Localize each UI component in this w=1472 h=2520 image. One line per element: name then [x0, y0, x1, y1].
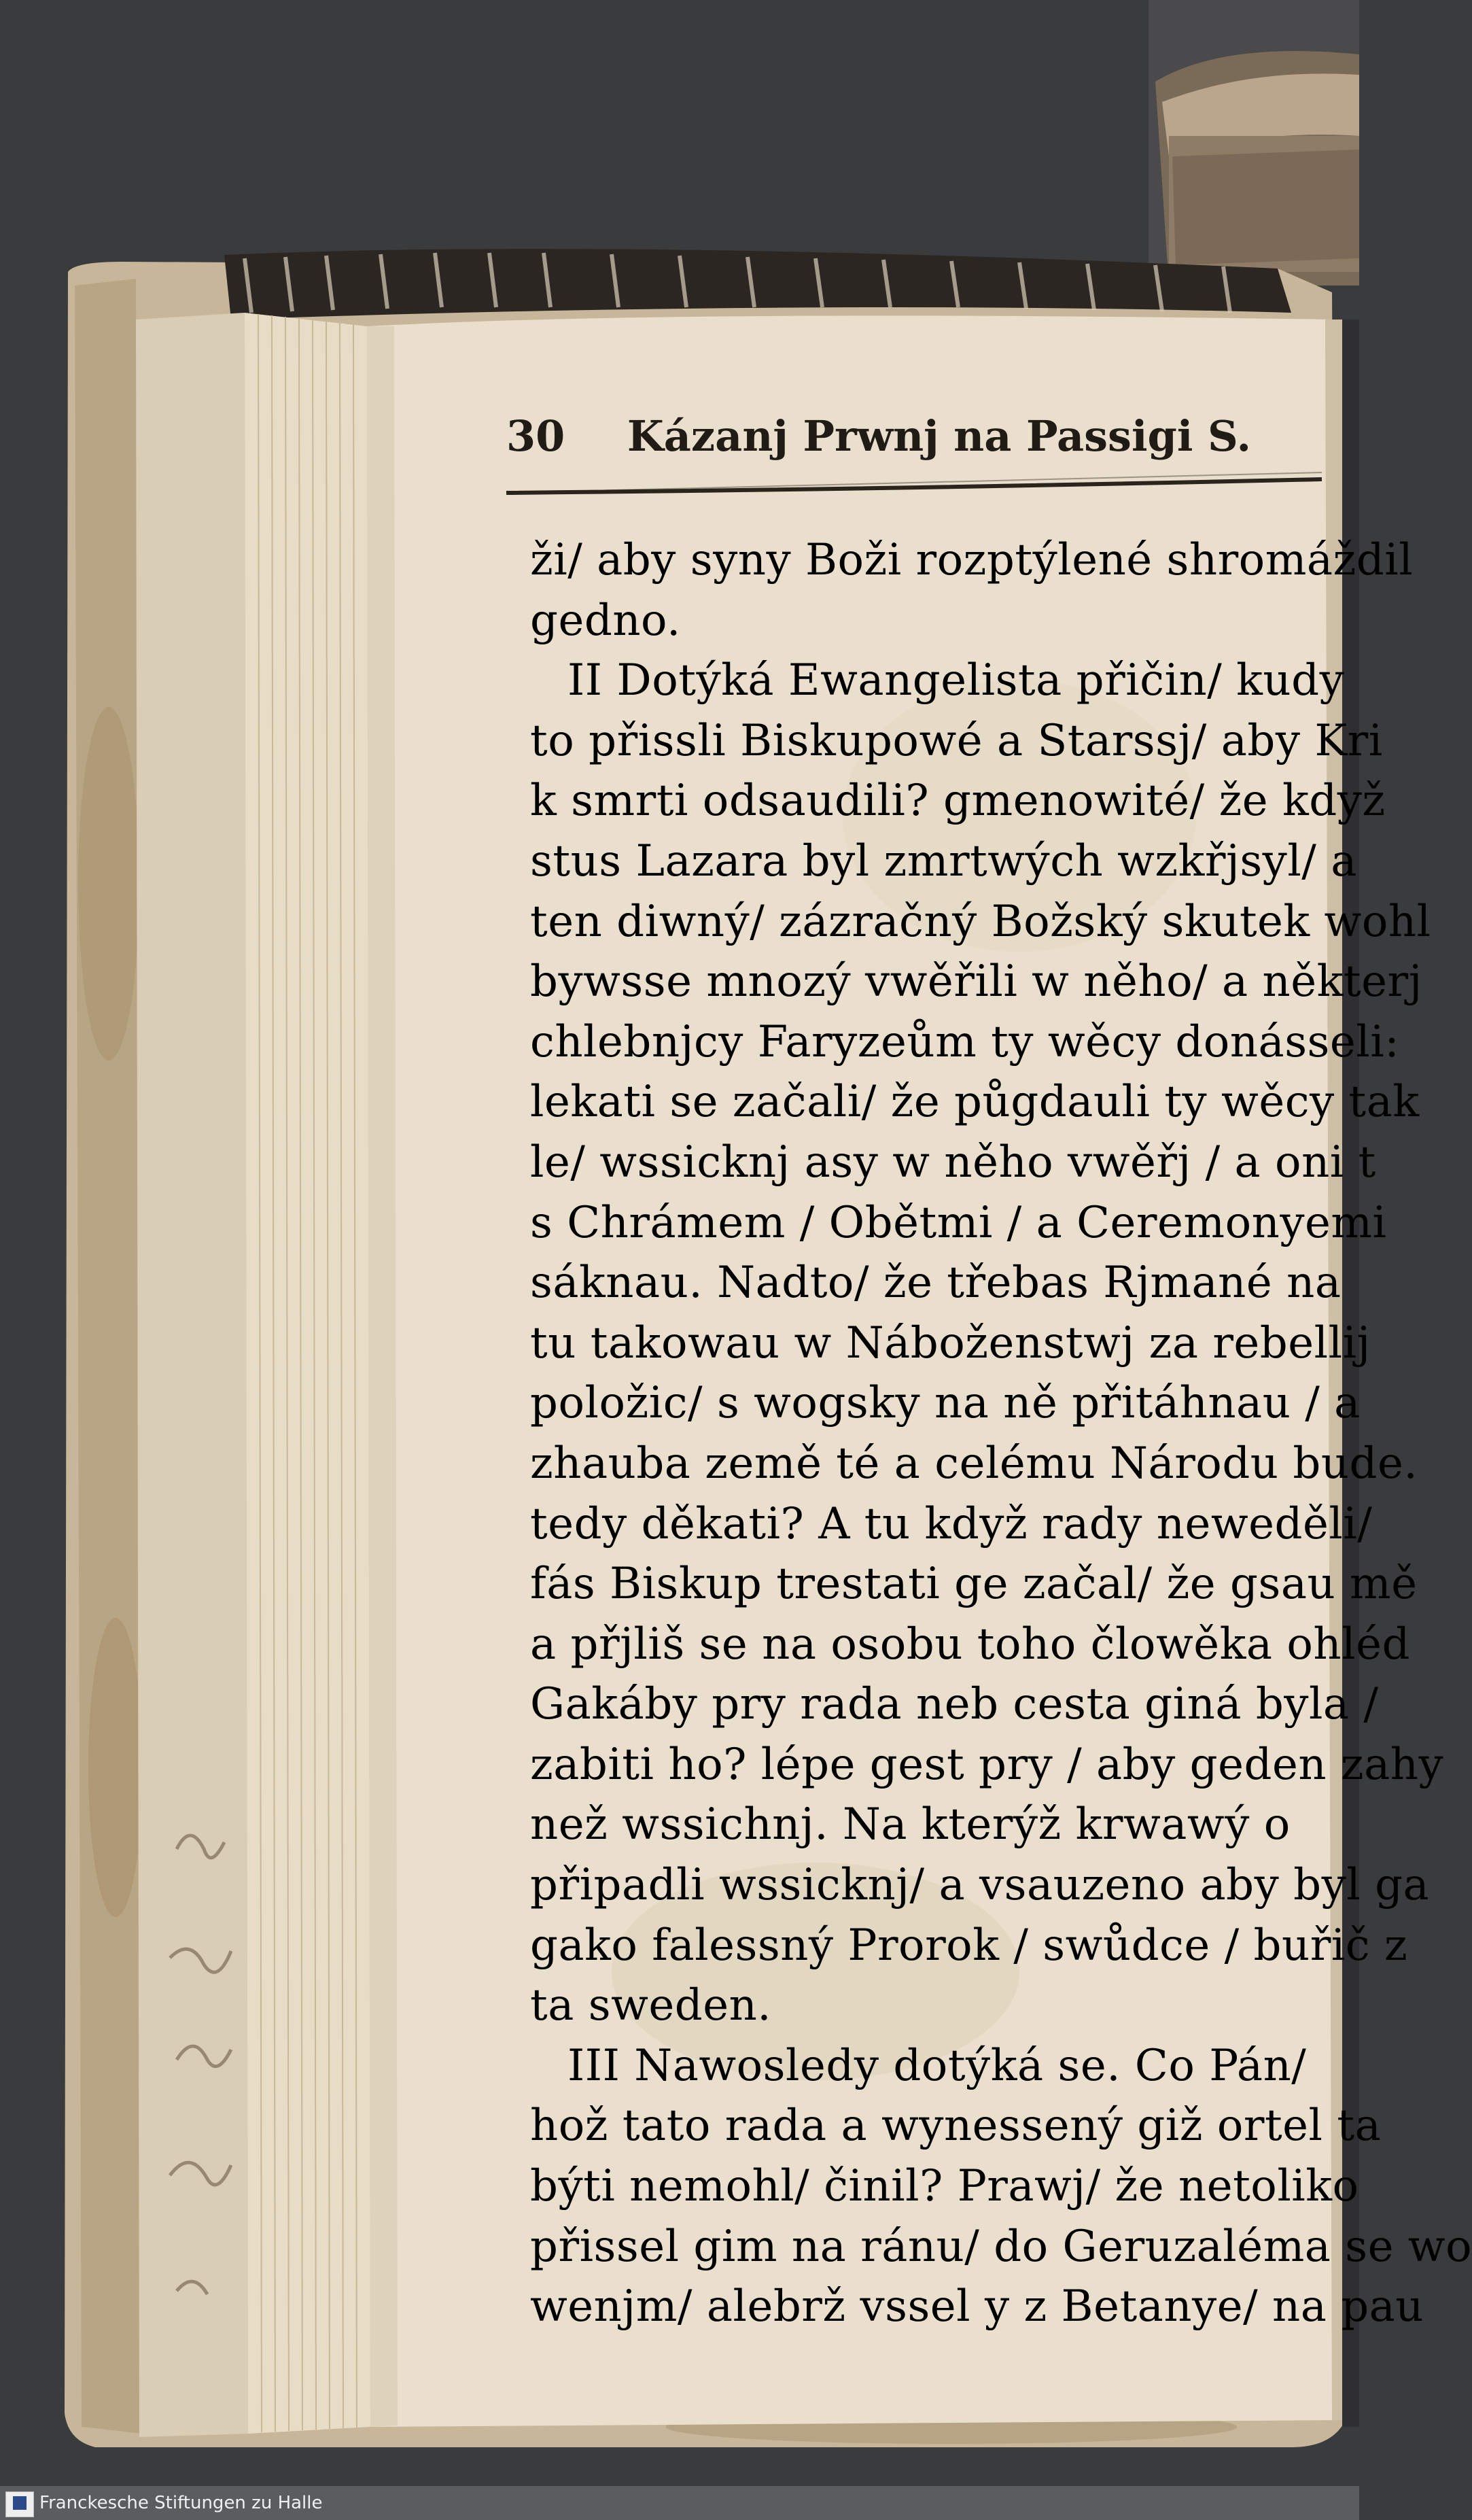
text-line: než wssichnj. Na kterýž krwawý o: [530, 1799, 1291, 1850]
text-line: k smrti odsaudili? gmenowité/ že když: [530, 776, 1386, 827]
footer-credit: Franckesche Stiftungen zu Halle: [39, 2493, 323, 2513]
text-line: wenjm/ alebrž vssel y z Betanye/ na pau: [530, 2281, 1424, 2332]
text-line: tedy děkati? A tu když rady neweděli/: [530, 1498, 1373, 1549]
text-line: ten diwný/ zázračný Božský skutek wohl: [530, 896, 1431, 947]
text-line: hož tato rada a wynessený giž ortel ta: [530, 2101, 1382, 2152]
text-line: to přissli Biskupowé a Starssj/ aby Kri: [530, 715, 1383, 766]
text-line: gako falessný Prorok / swůdce / buřič z: [530, 1920, 1408, 1971]
text-line: chlebnjcy Faryzeům ty wěcy donásseli:: [530, 1016, 1400, 1067]
text-line: stus Lazara byl zmrtwých wzkřjsyl/ a: [530, 835, 1357, 886]
text-line: III Nawosledy dotýká se. Co Pán/: [567, 2040, 1307, 2091]
text-line: s Chrámem / Obětmi / a Ceremonyemi: [530, 1197, 1387, 1248]
text-line: zabiti ho? lépe gest pry / aby geden zahy: [530, 1739, 1444, 1790]
text-line: připadli wssicknj/ a vsauzeno aby byl ga: [530, 1860, 1430, 1911]
text-line: bywsse mnozý vwěřili w něho/ a některj: [530, 956, 1422, 1007]
text-line: položic/ s wogsky na ně přitáhnau / a: [530, 1378, 1361, 1429]
text-line: fás Biskup trestati ge začal/ že gsau mě: [530, 1559, 1418, 1610]
text-line: Gakáby pry rada neb cesta giná byla /: [530, 1679, 1379, 1730]
text-line: býti nemohl/ činil? Prawj/ že netoliko: [530, 2161, 1359, 2212]
text-line: přissel gim na ránu/ do Geruzaléma se wo: [530, 2221, 1472, 2272]
running-head: [506, 411, 1251, 461]
page-number: 30: [506, 411, 565, 461]
text-line: lekati se začali/ že půgdauli ty wěcy tak: [530, 1077, 1420, 1128]
text-line: le/ wssicknj asy w něho vwěřj / a oni t: [530, 1137, 1376, 1188]
body-text: [530, 530, 1472, 2337]
text-line: II Dotýká Ewangelista přičin/ kudy: [567, 655, 1345, 706]
text-line: sáknau. Nadto/ že třebas Rjmané na: [530, 1258, 1342, 1309]
institution-logo-icon: [5, 2491, 34, 2517]
footer-bar: [0, 2486, 1359, 2520]
text-line: ta sweden.: [530, 1980, 772, 2031]
running-head-title: Kázanj Prwnj na Passigi S.: [627, 411, 1252, 461]
text-line: a přjliš se na osobu toho člowěka ohléd: [530, 1619, 1410, 1670]
text-line: zhauba země té a celému Národu bude.: [530, 1438, 1418, 1489]
text-line: ži/ aby syny Boži rozptýlené shromáždil: [530, 535, 1414, 585]
text-line: gedno.: [530, 595, 681, 646]
text-line: tu takowau w Náboženstwj za rebellij: [530, 1317, 1371, 1368]
